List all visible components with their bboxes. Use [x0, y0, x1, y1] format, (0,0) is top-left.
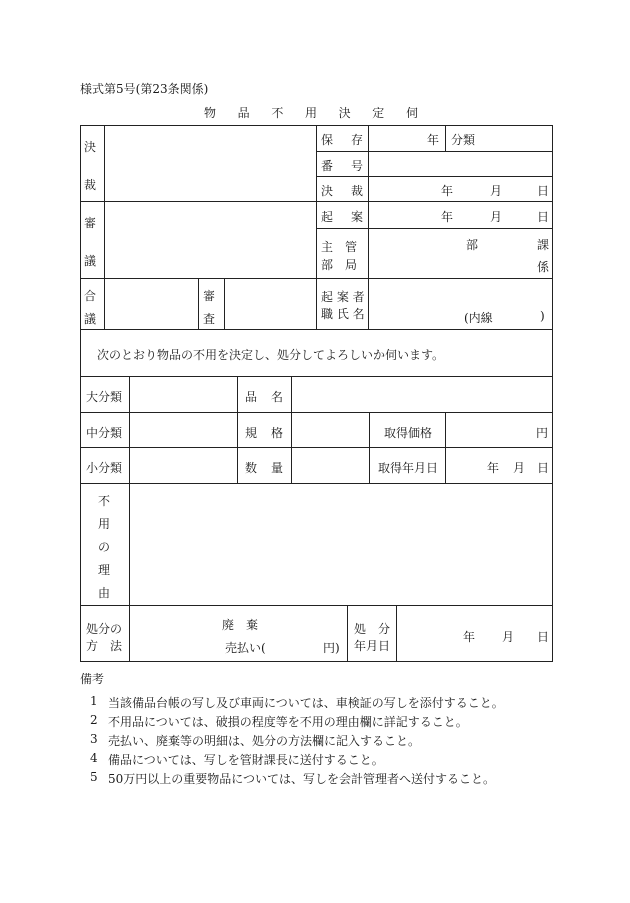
bango-label [321, 157, 363, 174]
chubunrui-label: 中分類 [86, 426, 123, 440]
shobunrui-label: 小分類 [86, 461, 123, 475]
kiansha-label-line2: 職 氏 名 [321, 307, 365, 321]
reason-label-char: 不 [98, 494, 111, 508]
goui-label-char: 合 [84, 289, 97, 303]
note-text: 当該備品台帳の写し及び車両については、車検証の写しを添付すること。 [108, 696, 504, 710]
label-char: 格 [270, 426, 283, 440]
kian-year: 年 [441, 210, 454, 224]
disposal-year: 年 [463, 630, 476, 644]
disposal-date-label-line1: 処 分 [354, 622, 391, 636]
label-char: 規 [245, 426, 258, 440]
daibunrui-label: 大分類 [86, 390, 123, 404]
shutoku-day: 日 [537, 461, 550, 475]
shutoku-month: 月 [513, 461, 526, 475]
reason-label-char: 理 [98, 563, 111, 577]
request-statement: 次のとおり物品の不用を決定し、処分してよろしいか伺います。 [97, 348, 445, 362]
shingi-label-char: 議 [84, 254, 97, 268]
baikyaku-option: 売払い( [225, 641, 266, 655]
kakari-label: 係 [537, 260, 550, 274]
reason-label-char: 由 [98, 586, 111, 600]
kessai-day: 日 [537, 184, 550, 198]
shukan-label-line2: 部 局 [321, 258, 358, 272]
form-title [204, 104, 418, 121]
naisen-close: ) [540, 309, 545, 323]
hozon-year: 年 [427, 133, 440, 147]
label-char: 保 [321, 133, 334, 147]
ka-label: 課 [537, 238, 550, 252]
shutoku-date-label: 取得年月日 [378, 461, 439, 475]
reason-label-char: 用 [98, 517, 111, 531]
label-char: 名 [270, 390, 283, 404]
shutoku-kakaku-label: 取得価格 [384, 426, 433, 440]
goui-label-char: 議 [84, 312, 97, 326]
baikyaku-yen: 円) [323, 641, 340, 655]
kessai-month: 月 [490, 184, 503, 198]
label-char: 号 [350, 159, 363, 173]
disposal-date-label-line2: 年月日 [354, 639, 391, 653]
method-label-line2: 方 法 [86, 639, 123, 653]
shutoku-year: 年 [487, 461, 500, 475]
bunrui-label: 分類 [451, 133, 476, 147]
kessai-label-char: 裁 [84, 178, 97, 192]
label-char: 数 [245, 461, 258, 475]
yen-label: 円 [536, 426, 549, 440]
kessai-label-char: 決 [84, 140, 97, 154]
label-char: 起 [321, 210, 334, 224]
title-char: 伺 [405, 106, 418, 120]
title-char: 物 [204, 106, 217, 120]
note-number: 3 [90, 732, 98, 746]
title-char: 不 [271, 106, 284, 120]
notes-heading: 備考 [80, 672, 105, 686]
method-label-line1: 処分の [86, 622, 123, 636]
label-char: 番 [321, 159, 334, 173]
title-char: 用 [304, 106, 317, 120]
hinmei-label [245, 388, 283, 405]
label-char: 存 [350, 133, 363, 147]
note-text: 備品については、写しを管財課長に送付すること。 [108, 753, 384, 767]
shinsa-label-char: 審 [203, 289, 216, 303]
disposal-month: 月 [502, 630, 515, 644]
note-number: 1 [90, 694, 98, 708]
label-char: 品 [245, 390, 258, 404]
label-char: 案 [350, 210, 363, 224]
shinsa-label-char: 査 [203, 312, 216, 326]
disposal-day: 日 [537, 630, 550, 644]
haiki-option: 廃 棄 [222, 618, 259, 632]
title-char: 決 [338, 106, 351, 120]
naisen-label: (内線 [464, 311, 493, 325]
note-text: 売払い、廃棄等の明細は、処分の方法欄に記入すること。 [108, 734, 421, 748]
kian-month: 月 [490, 210, 503, 224]
shukan-label-line1: 主 管 [321, 240, 358, 254]
kiansha-label-line1: 起 案 者 [321, 290, 365, 304]
reason-label-char: の [98, 540, 111, 554]
label-char: 決 [321, 184, 334, 198]
title-char: 品 [237, 106, 250, 120]
hozon-label [321, 131, 363, 148]
note-text: 不用品については、破損の程度等を不用の理由欄に詳記すること。 [108, 715, 468, 729]
label-char: 量 [270, 461, 283, 475]
suryo-label [245, 459, 283, 476]
kian-day: 日 [537, 210, 550, 224]
kessai-date-label [321, 182, 363, 199]
note-number: 2 [90, 713, 98, 727]
form-number: 様式第5号(第23条関係) [80, 82, 209, 96]
note-text: 50万円以上の重要物品については、写しを会計管理者へ送付すること。 [108, 772, 496, 786]
label-char: 裁 [350, 184, 363, 198]
note-number: 4 [90, 751, 98, 765]
shingi-label-char: 審 [84, 216, 97, 230]
kessai-year: 年 [441, 184, 454, 198]
title-char: 定 [372, 106, 385, 120]
bu-label: 部 [466, 238, 479, 252]
note-number: 5 [90, 770, 98, 784]
kikaku-label [245, 424, 283, 441]
kian-label [321, 208, 363, 225]
